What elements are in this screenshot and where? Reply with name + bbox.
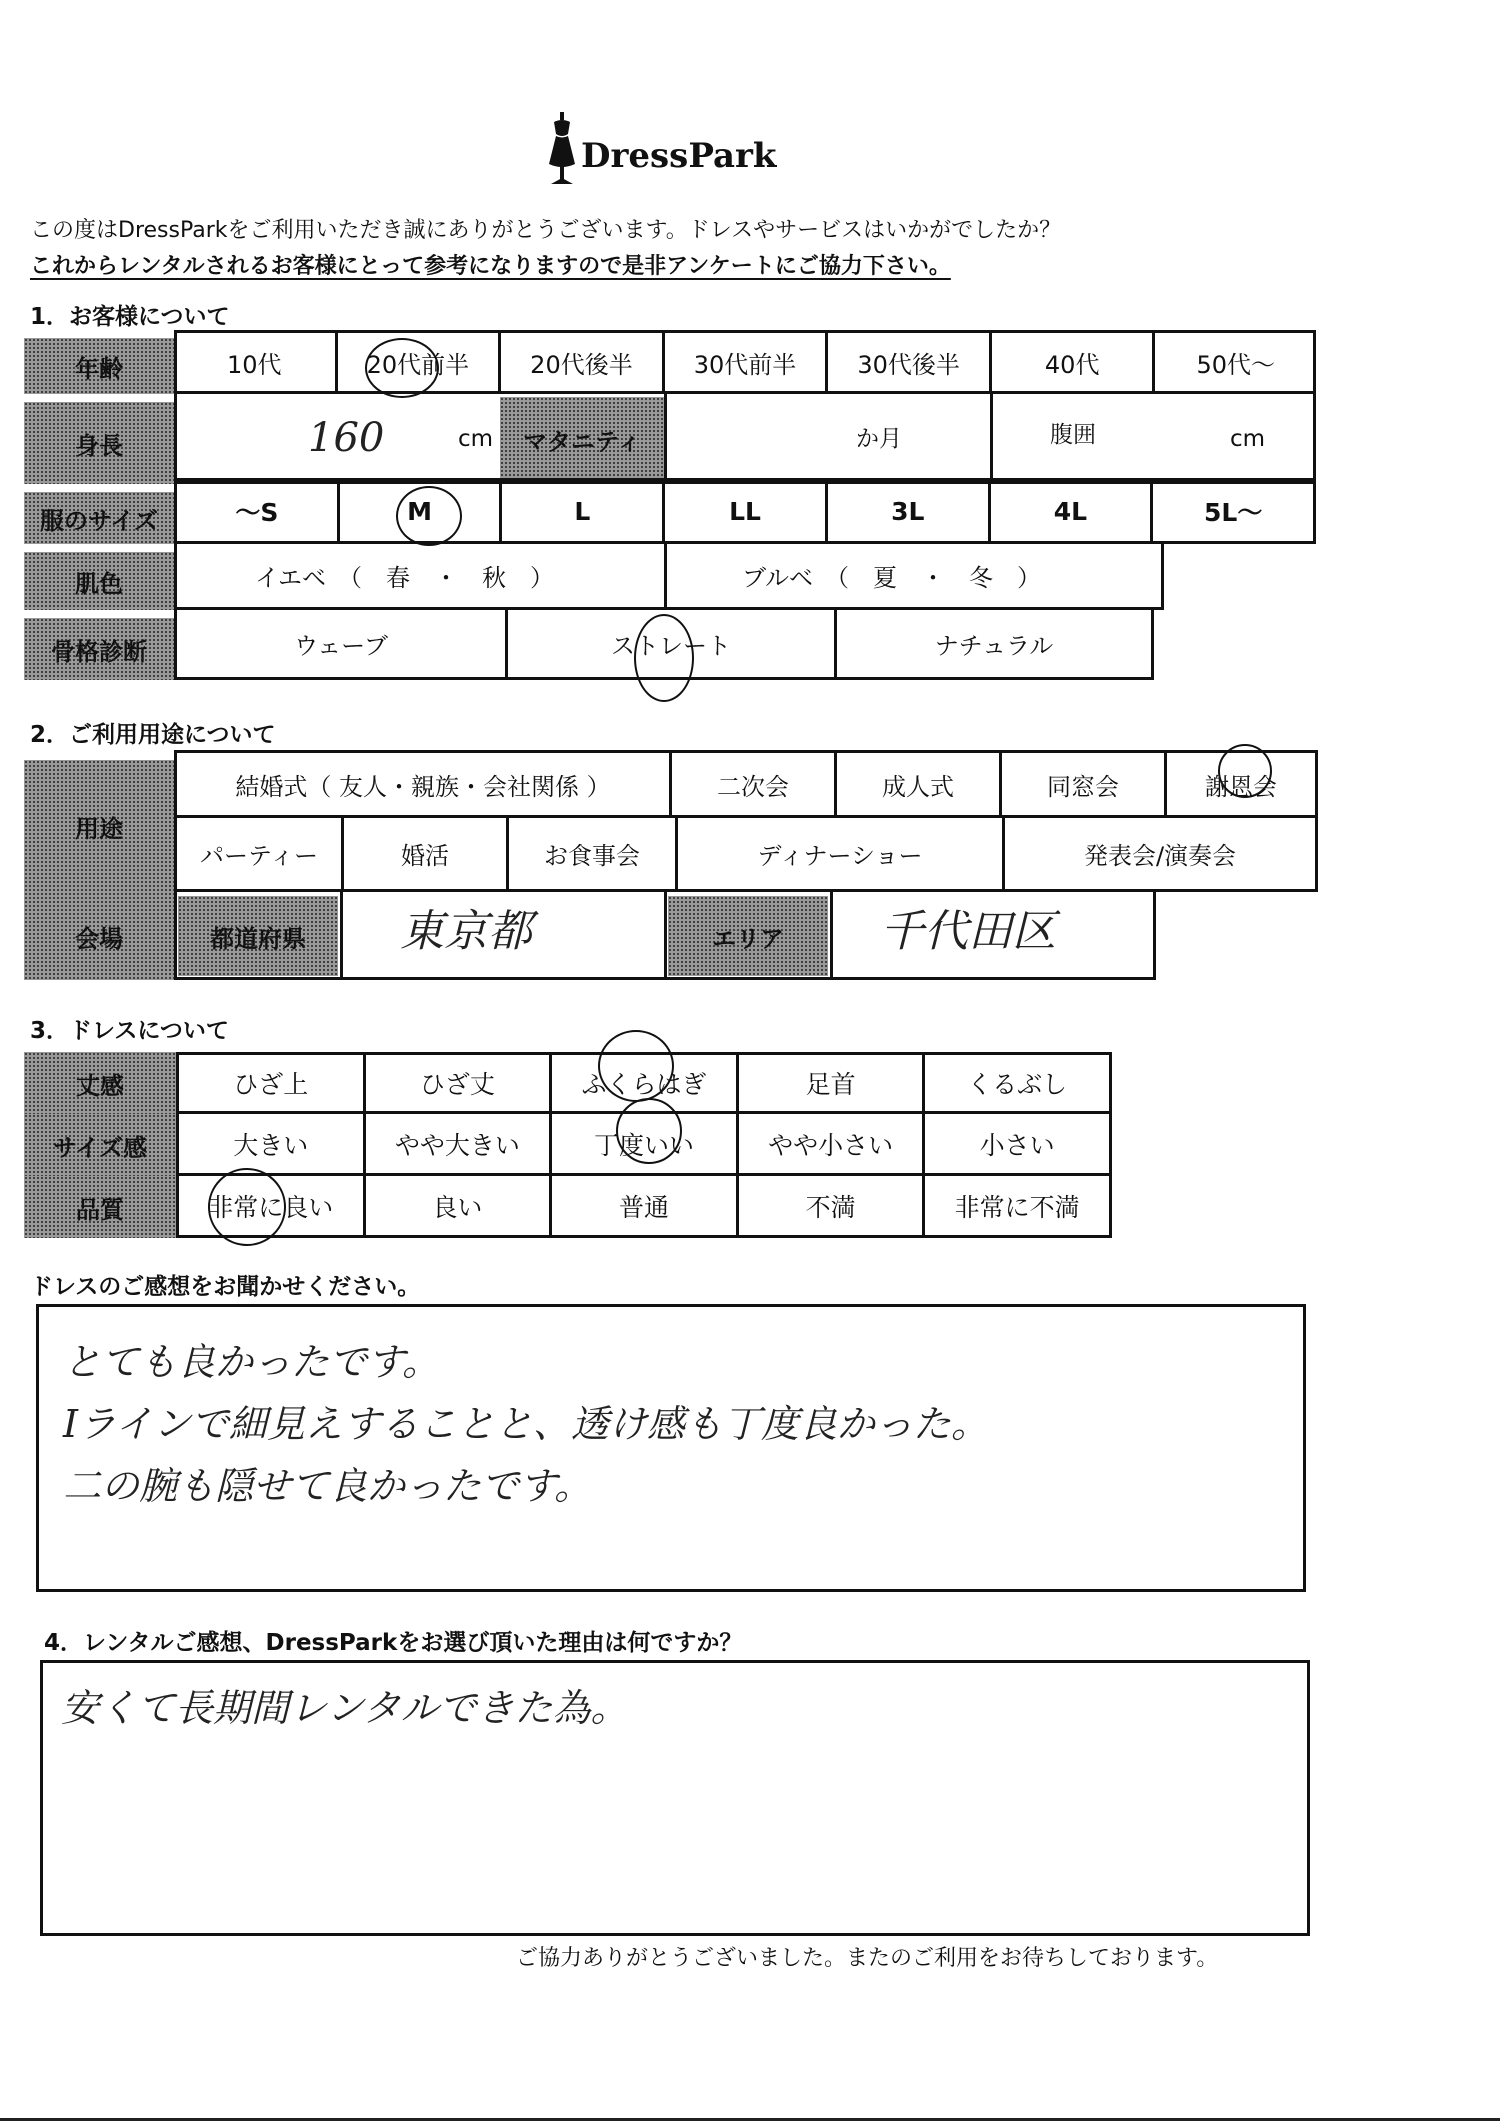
dress-table	[24, 1052, 1112, 1238]
intro-line-2: これからレンタルされるお客様にとって参考になりますので是非アンケートにご協力下さい。	[30, 254, 951, 279]
prefecture-value: 東京都	[400, 906, 532, 957]
size-option[interactable]: 4L	[991, 481, 1154, 541]
dress-option[interactable]: 普通	[552, 1176, 739, 1235]
divider	[664, 892, 667, 980]
height-value: 160	[308, 415, 385, 461]
impression-line: 二の腕も隠せて良かったです。	[63, 1464, 592, 1508]
divider	[990, 394, 993, 484]
usage-row-1	[174, 750, 1318, 818]
dress-option[interactable]: やや小さい	[739, 1114, 926, 1173]
dress-option[interactable]: 良い	[366, 1176, 553, 1235]
section2-title: 2．ご利用用途について	[30, 722, 276, 748]
divider	[340, 892, 343, 980]
usage-option[interactable]: 発表会/演奏会	[1083, 842, 1237, 870]
skin-label: 肌色	[24, 552, 174, 610]
brand-name: DressPark	[581, 136, 777, 176]
usage-option-selected[interactable]: 謝恩会	[1205, 772, 1277, 801]
usage-option[interactable]: ディナーショー	[678, 818, 1005, 889]
dress-row-label: サイズ感	[24, 1114, 176, 1176]
age-option[interactable]: 10代	[174, 330, 338, 394]
dress-row-label: 品質	[24, 1176, 176, 1238]
age-option-selected[interactable]: 20代前半	[338, 330, 502, 394]
usage-row-2	[174, 818, 1318, 892]
skin-blue[interactable]: ブルベ （ 夏 ・ 冬 ）	[742, 564, 1042, 592]
age-option[interactable]: 40代	[992, 330, 1156, 394]
dress-form-icon	[545, 112, 579, 188]
age-option[interactable]: 50代～	[1196, 350, 1276, 379]
dress-option-selected[interactable]: 丁度いい	[552, 1114, 739, 1173]
intro-line-1: この度はDressParkをご利用いただき誠にありがとうございます。ドレスやサービスはいかがでしたか？	[30, 218, 1062, 243]
age-label: 年齢	[24, 338, 174, 394]
length-selection-circle	[598, 1030, 674, 1102]
size-selection-circle	[396, 486, 462, 546]
fit-selection-circle	[616, 1098, 682, 1164]
waist-label: 腹囲	[1050, 422, 1096, 448]
impression-box[interactable]	[36, 1304, 1306, 1592]
dress-option[interactable]: 不満	[739, 1176, 926, 1235]
usage-option[interactable]: お食事会	[509, 818, 678, 889]
frame-option[interactable]: ナチュラル	[934, 632, 1054, 660]
footer-thanks: ご協力ありがとうございました。またのご利用をお待ちしております。	[516, 1946, 1219, 1971]
usage-option[interactable]: 同窓会	[1002, 753, 1167, 815]
size-label: 服のサイズ	[24, 492, 174, 544]
usage-selection-circle	[1218, 744, 1272, 798]
section3-title: 3．ドレスについて	[30, 1018, 229, 1044]
frame-label: 骨格診断	[24, 618, 174, 680]
maternity-label: マタニティ	[500, 397, 664, 481]
waist-unit: cm	[1230, 426, 1266, 452]
size-option[interactable]: 5L～	[1204, 498, 1263, 527]
dress-option[interactable]: 小さい	[979, 1130, 1055, 1160]
brand-logo	[545, 112, 785, 190]
frame-option-selected[interactable]: ストレート	[508, 610, 837, 677]
age-option[interactable]: 20代後半	[501, 330, 665, 394]
dress-option[interactable]: ひざ上	[179, 1055, 366, 1111]
size-option-selected[interactable]: M	[340, 481, 503, 541]
maternity-month-unit: か月	[856, 426, 902, 452]
section1-title: 1．お客様について	[30, 304, 230, 330]
usage-option[interactable]: 成人式	[837, 753, 1002, 815]
dress-option[interactable]: やや大きい	[366, 1114, 553, 1173]
usage-option[interactable]: 結婚式（ 友人・親族・会社関係 ）	[177, 753, 672, 815]
divider	[664, 394, 667, 484]
divider	[664, 544, 667, 610]
area-label: エリア	[668, 896, 828, 976]
age-option[interactable]: 30代後半	[828, 330, 992, 394]
venue-label: 会場	[24, 892, 174, 980]
impression-title: ドレスのご感想をお聞かせください。	[30, 1274, 421, 1300]
usage-option[interactable]: 二次会	[672, 753, 837, 815]
age-options	[174, 330, 1316, 394]
dress-option[interactable]: 大きい	[179, 1114, 366, 1173]
size-option[interactable]: ～S	[177, 481, 340, 541]
height-label: 身長	[24, 402, 174, 484]
frame-option[interactable]: ウェーブ	[177, 610, 508, 677]
divider	[830, 892, 833, 980]
dress-option[interactable]: ひざ丈	[366, 1055, 553, 1111]
usage-label: 用途	[24, 760, 174, 892]
dress-option[interactable]: くるぶし	[967, 1070, 1068, 1099]
reason-answer: 安くて長期間レンタルできた為。	[61, 1686, 629, 1730]
prefecture-label: 都道府県	[178, 896, 338, 976]
dress-option[interactable]: 足首	[739, 1055, 926, 1111]
impression-line: とても良かったです。	[63, 1340, 440, 1384]
quality-selection-circle	[208, 1168, 286, 1246]
size-option[interactable]: LL	[665, 481, 828, 541]
age-selection-circle	[365, 338, 439, 398]
dress-option-selected[interactable]: 非常に良い	[179, 1176, 366, 1235]
frame-selection-circle	[634, 614, 694, 702]
dress-option-selected[interactable]: ふくらはぎ	[552, 1055, 739, 1111]
height-unit: cm	[458, 426, 494, 452]
scan-edge-line	[0, 2118, 1500, 2121]
usage-option[interactable]: 婚活	[344, 818, 509, 889]
impression-line: Iラインで細見えすることと、透け感も丁度良かった。	[63, 1402, 989, 1446]
usage-option[interactable]: パーティー	[177, 818, 344, 889]
size-options	[174, 478, 1316, 544]
dress-row-label: 丈感	[24, 1052, 176, 1114]
age-option[interactable]: 30代前半	[665, 330, 829, 394]
skin-yellow[interactable]: イエベ （ 春 ・ 秋 ）	[255, 564, 555, 592]
dress-row	[176, 1176, 1112, 1238]
size-option[interactable]: L	[502, 481, 665, 541]
section4-title: 4．レンタルご感想、DressParkをお選び頂いた理由は何ですか？	[44, 1630, 743, 1656]
size-option[interactable]: 3L	[828, 481, 991, 541]
reason-box[interactable]	[40, 1660, 1310, 1936]
area-value: 千代田区	[880, 906, 1056, 957]
dress-option[interactable]: 非常に不満	[954, 1192, 1080, 1222]
